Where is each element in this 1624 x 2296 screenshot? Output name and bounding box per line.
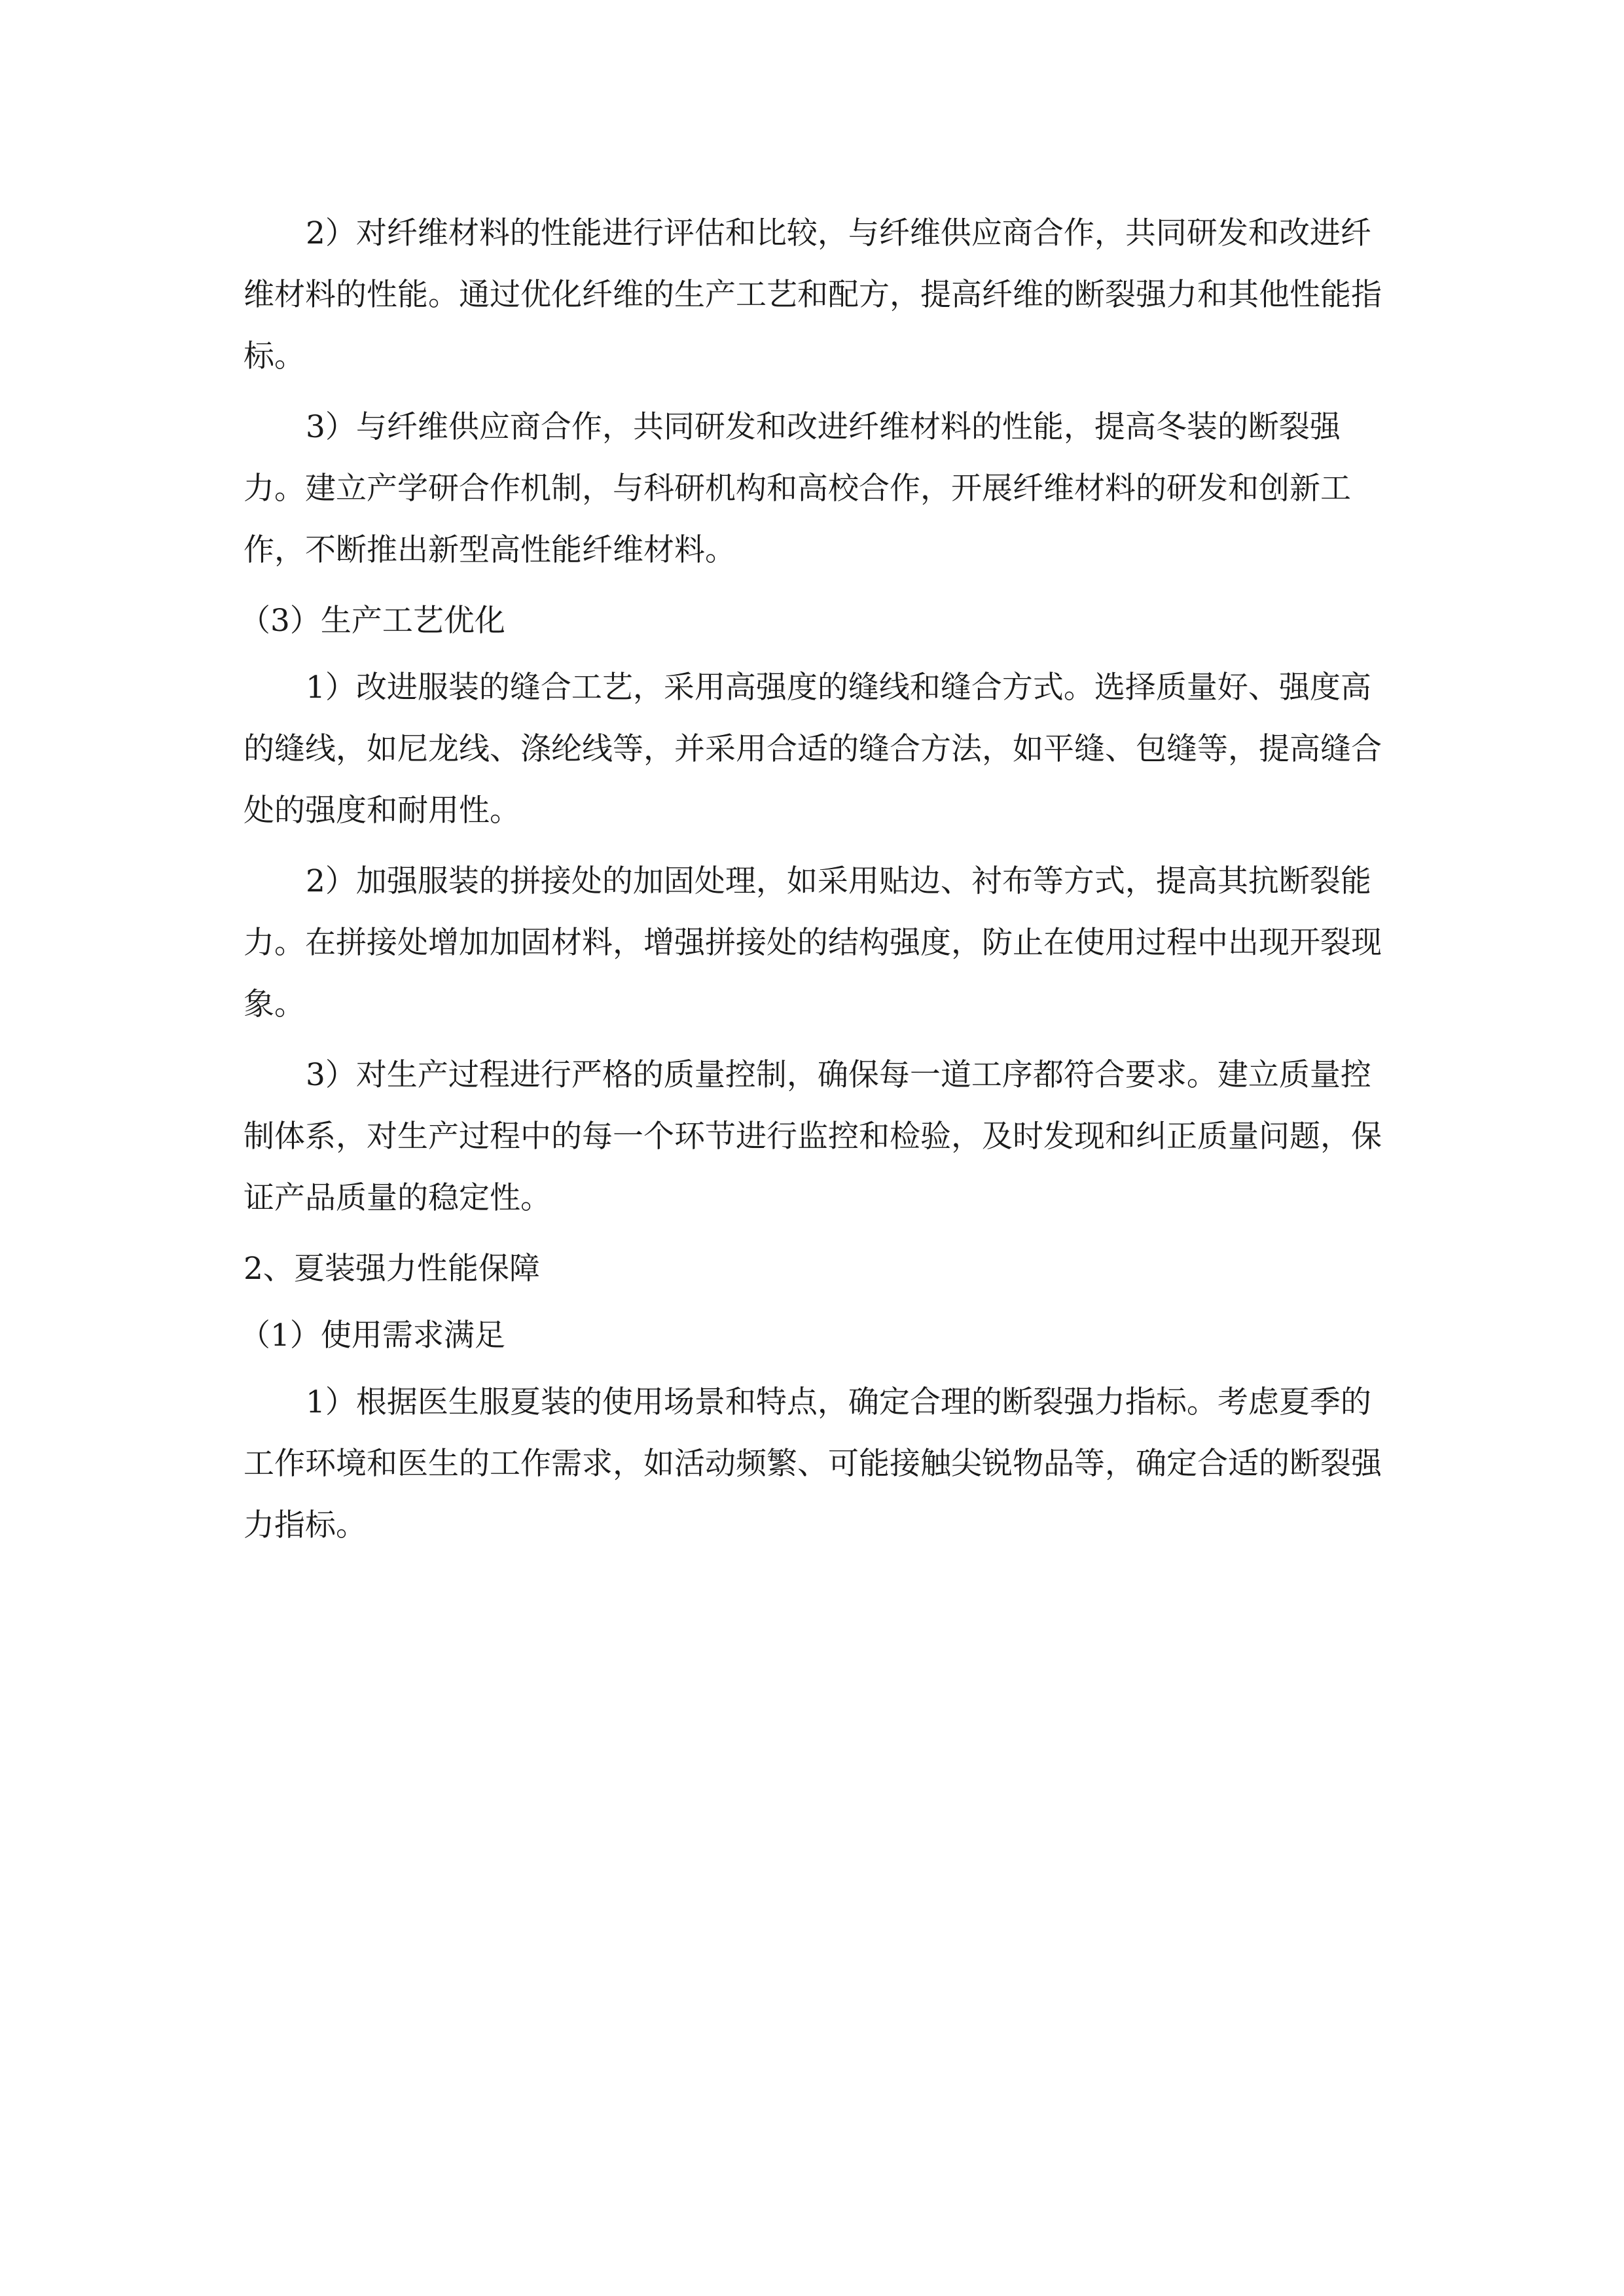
paragraph-quality-control: 3）对生产过程进行严格的质量控制，确保每一道工序都符合要求。建立质量控制体系，对生产过程中的每一个环节进行监控和检验，及时发现和纠正质量问题，保证产品质量的稳定性。	[244, 1057, 1382, 1216]
paragraph-summer-strength: 1）根据医生服夏装的使用场景和特点，确定合理的断裂强力指标。考虑夏季的工作环境和医生的工作需求，如活动频繁、可能接触尖锐物品等，确定合适的断裂强力指标。	[244, 1384, 1382, 1543]
paragraph-fiber-cooperation: 3）与纤维供应商合作，共同研发和改进纤维材料的性能，提高冬装的断裂强力。建立产学研合作机制，与科研机构和高校合作，开展纤维材料的研发和创新工作，不断推出新型高性能纤维材料。	[244, 409, 1351, 568]
section-heading-summer: 2、夏装强力性能保障	[244, 1251, 540, 1287]
document-body	[240, 203, 1382, 1566]
subheading-usage-needs: （1）使用需求满足	[240, 1318, 505, 1354]
paragraph-fiber-evaluation: 2）对纤维材料的性能进行评估和比较，与纤维供应商合作，共同研发和改进纤维材料的性能。通过优化纤维的生产工艺和配方，提高纤维的断裂强力和其他性能指标。	[244, 215, 1382, 374]
subheading-process-optimization: （3）生产工艺优化	[240, 603, 505, 639]
paragraph-sewing-process: 1）改进服装的缝合工艺，采用高强度的缝线和缝合方式。选择质量好、强度高的缝线，如尼龙线、涤纶线等，并采用合适的缝合方法，如平缝、包缝等，提高缝合处的强度和耐用性。	[244, 670, 1382, 829]
paragraph-seam-reinforcement: 2）加强服装的拼接处的加固处理，如采用贴边、衬布等方式，提高其抗断裂能力。在拼接处增加加固材料，增强拼接处的结构强度，防止在使用过程中出现开裂现象。	[244, 863, 1382, 1022]
